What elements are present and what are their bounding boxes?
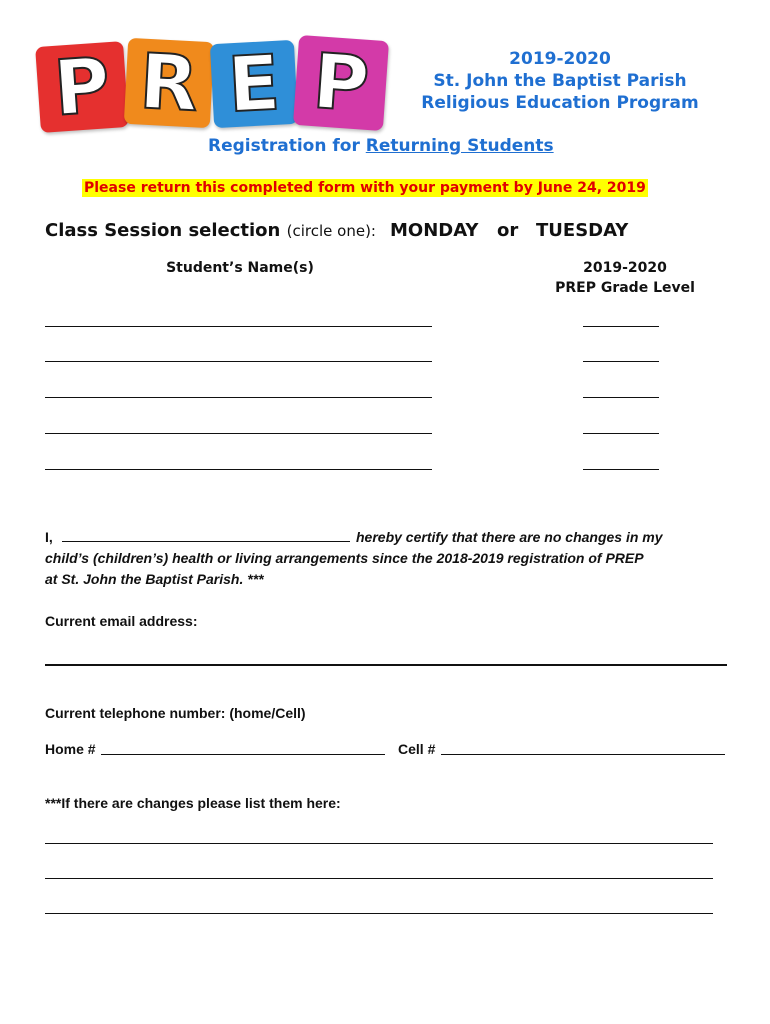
grade-level-header (540, 258, 710, 298)
logo-letter: P (51, 40, 113, 133)
session-option-tuesday[interactable]: TUESDAY (536, 220, 629, 241)
logo-tile-r (124, 38, 214, 128)
certify-line-2: child’s (children’s) health or living arrangements since the 2018-2019 registration of PREP (45, 550, 644, 566)
student-name-field-4[interactable] (45, 433, 432, 434)
changes-field-1[interactable] (45, 843, 713, 844)
email-label: Current email address: (45, 613, 198, 629)
grade-field-5[interactable] (583, 469, 659, 470)
changes-label: ***If there are changes please list them here: (45, 795, 341, 811)
changes-field-3[interactable] (45, 913, 713, 914)
student-name-header: Student’s Name(s) (166, 260, 314, 276)
header-program: Religious Education Program (421, 93, 699, 113)
subtitle-prefix: Registration for (208, 136, 366, 156)
grade-label: PREP Grade Level (555, 280, 695, 296)
home-phone-field[interactable] (101, 754, 385, 755)
logo-tile-p1 (35, 41, 129, 133)
certify-prefix: I, (45, 529, 53, 545)
session-option-monday[interactable]: MONDAY (390, 220, 479, 241)
student-name-field-1[interactable] (45, 326, 432, 327)
home-phone-label: Home # (45, 741, 96, 757)
parent-name-field[interactable] (62, 541, 350, 542)
deadline-notice: Please return this completed form with your payment by June 24, 2019 (84, 180, 646, 196)
student-name-field-2[interactable] (45, 361, 432, 362)
grade-field-4[interactable] (583, 433, 659, 434)
session-selection (45, 220, 376, 241)
logo-letter: P (310, 36, 372, 129)
grade-year: 2019-2020 (583, 260, 667, 276)
cell-phone-field[interactable] (441, 754, 725, 755)
session-separator: or (497, 220, 519, 241)
grade-field-3[interactable] (583, 397, 659, 398)
subtitle-emphasis: Returning Students (365, 136, 554, 156)
certify-line-3: at St. John the Baptist Parish. *** (45, 571, 264, 587)
cell-phone-label: Cell # (398, 741, 436, 757)
logo-letter: R (137, 36, 201, 129)
session-label: Class Session selection (45, 220, 281, 241)
student-name-field-3[interactable] (45, 397, 432, 398)
logo-tile-e (210, 37, 298, 130)
grade-field-2[interactable] (583, 361, 659, 362)
logo-letter: E (225, 37, 283, 130)
header-year: 2019-2020 (509, 49, 611, 69)
session-hint: (circle one): (286, 222, 376, 240)
header-parish: St. John the Baptist Parish (433, 71, 687, 91)
phone-label: Current telephone number: (home/Cell) (45, 705, 306, 721)
prep-logo (38, 36, 388, 133)
email-field[interactable] (45, 664, 727, 666)
certify-line-1: hereby certify that there are no changes in my (356, 529, 663, 545)
form-subtitle (208, 136, 554, 156)
student-name-field-5[interactable] (45, 469, 432, 470)
grade-field-1[interactable] (583, 326, 659, 327)
header-block (410, 48, 710, 114)
logo-tile-p2 (293, 35, 389, 131)
changes-field-2[interactable] (45, 878, 713, 879)
